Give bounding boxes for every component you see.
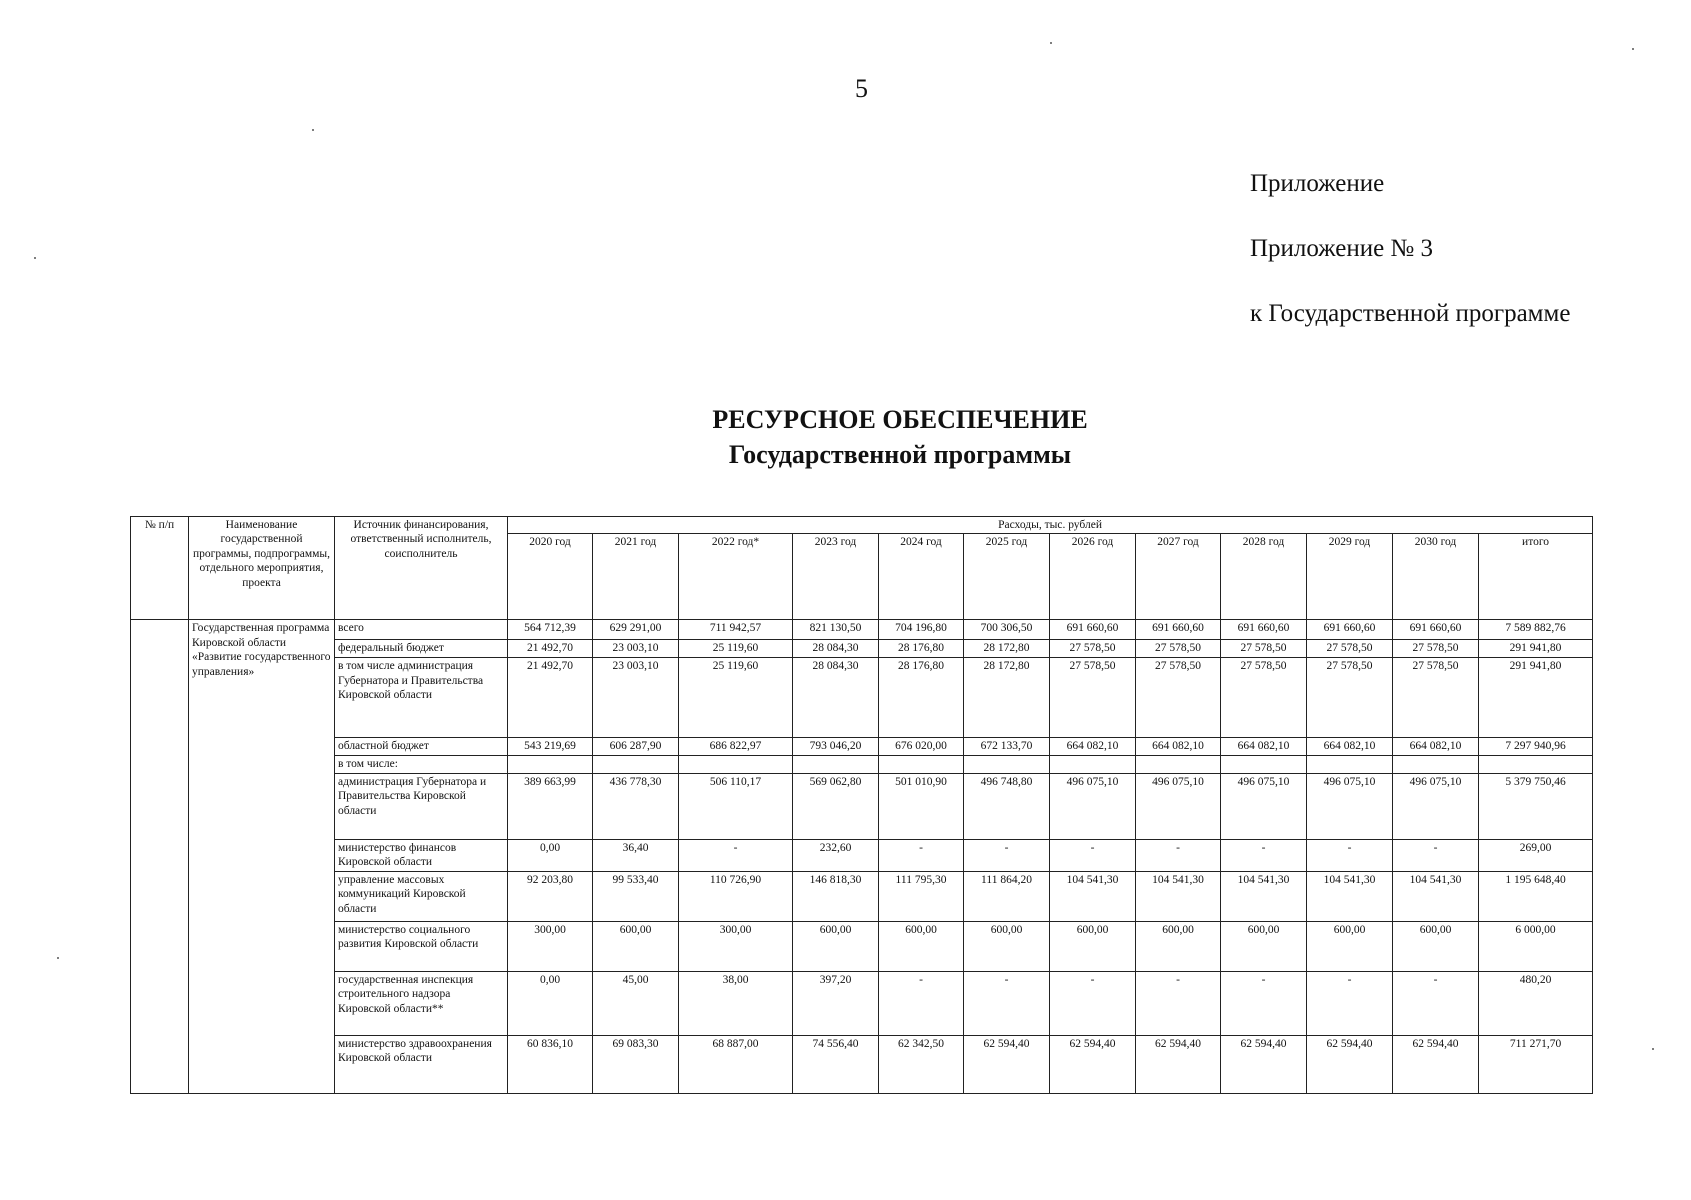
total-cell: 7 589 882,76	[1479, 620, 1593, 640]
header-year: 2022 год*	[679, 534, 793, 620]
value-cell: 569 062,80	[793, 773, 879, 839]
value-cell: 436 778,30	[593, 773, 679, 839]
value-cell: 62 594,40	[964, 1035, 1050, 1093]
value-cell: -	[1050, 839, 1136, 871]
value-cell: 27 578,50	[1307, 640, 1393, 658]
value-cell: 27 578,50	[1136, 658, 1221, 738]
value-cell: 62 342,50	[879, 1035, 964, 1093]
row-number-cell	[131, 620, 189, 1093]
table-row	[131, 1035, 1593, 1093]
value-cell: 397,20	[793, 971, 879, 1035]
value-cell: 600,00	[1050, 921, 1136, 971]
value-cell: 25 119,60	[679, 658, 793, 738]
value-cell: 25 119,60	[679, 640, 793, 658]
table-row	[131, 971, 1593, 1035]
value-cell: 496 075,10	[1221, 773, 1307, 839]
value-cell: 600,00	[1393, 921, 1479, 971]
table-row	[131, 658, 1593, 738]
value-cell: 27 578,50	[1050, 658, 1136, 738]
document-subtitle: Государственной программы	[728, 440, 1072, 469]
value-cell: 28 172,80	[964, 658, 1050, 738]
value-cell: 672 133,70	[964, 738, 1050, 756]
header-name: Наименование государственной программы, подпрограммы, отдельного мероприятия, проекта	[189, 517, 335, 620]
value-cell: 389 663,99	[508, 773, 593, 839]
value-cell: -	[1136, 839, 1221, 871]
value-cell: 496 748,80	[964, 773, 1050, 839]
value-cell: 600,00	[593, 921, 679, 971]
value-cell: 111 864,20	[964, 871, 1050, 921]
total-cell: 6 000,00	[1479, 921, 1593, 971]
header-year: 2028 год	[1221, 534, 1307, 620]
value-cell: 496 075,10	[1050, 773, 1136, 839]
value-cell: -	[1307, 839, 1393, 871]
value-cell: 62 594,40	[1136, 1035, 1221, 1093]
value-cell: 28 172,80	[964, 640, 1050, 658]
value-cell: 45,00	[593, 971, 679, 1035]
value-cell: 501 010,90	[879, 773, 964, 839]
value-cell: 600,00	[1307, 921, 1393, 971]
value-cell: 711 942,57	[679, 620, 793, 640]
value-cell	[793, 756, 879, 773]
table-row	[131, 921, 1593, 971]
value-cell: 600,00	[1221, 921, 1307, 971]
value-cell: 27 578,50	[1050, 640, 1136, 658]
value-cell: 676 020,00	[879, 738, 964, 756]
value-cell: 92 203,80	[508, 871, 593, 921]
total-cell: 7 297 940,96	[1479, 738, 1593, 756]
value-cell: 600,00	[793, 921, 879, 971]
header-year: 2027 год	[1136, 534, 1221, 620]
value-cell	[1393, 756, 1479, 773]
header-year: 2030 год	[1393, 534, 1479, 620]
source-cell: федеральный бюджет	[335, 640, 508, 658]
source-cell: министерство финансов Кировской области	[335, 839, 508, 871]
value-cell	[964, 756, 1050, 773]
header-year: 2020 год	[508, 534, 593, 620]
total-cell: 291 941,80	[1479, 658, 1593, 738]
value-cell	[679, 756, 793, 773]
value-cell: 27 578,50	[1393, 658, 1479, 738]
value-cell: -	[1221, 971, 1307, 1035]
value-cell: 62 594,40	[1393, 1035, 1479, 1093]
value-cell	[1221, 756, 1307, 773]
value-cell: 110 726,90	[679, 871, 793, 921]
value-cell: 23 003,10	[593, 640, 679, 658]
value-cell: 691 660,60	[1393, 620, 1479, 640]
value-cell: 686 822,97	[679, 738, 793, 756]
table-row	[131, 738, 1593, 756]
total-cell: 5 379 750,46	[1479, 773, 1593, 839]
header-year: 2024 год	[879, 534, 964, 620]
source-cell: министерство здравоохранения Кировской области	[335, 1035, 508, 1093]
value-cell: 664 082,10	[1307, 738, 1393, 756]
value-cell: 704 196,80	[879, 620, 964, 640]
program-name-cell: Государственная программа Кировской области «Развитие государственного управления»	[189, 620, 335, 1093]
value-cell: 21 492,70	[508, 658, 593, 738]
appendix-line-1: Приложение	[1250, 170, 1385, 197]
total-cell: 1 195 648,40	[1479, 871, 1593, 921]
value-cell: 27 578,50	[1136, 640, 1221, 658]
value-cell: 27 578,50	[1221, 658, 1307, 738]
value-cell: 232,60	[793, 839, 879, 871]
value-cell	[593, 756, 679, 773]
header-num: № п/п	[131, 517, 189, 620]
source-cell: администрация Губернатора и Правительства Кировской области	[335, 773, 508, 839]
value-cell: 664 082,10	[1050, 738, 1136, 756]
value-cell: 629 291,00	[593, 620, 679, 640]
value-cell: 691 660,60	[1307, 620, 1393, 640]
total-cell: 291 941,80	[1479, 640, 1593, 658]
value-cell: -	[1136, 971, 1221, 1035]
value-cell: 23 003,10	[593, 658, 679, 738]
value-cell: 28 084,30	[793, 658, 879, 738]
value-cell: 600,00	[964, 921, 1050, 971]
page-number: 5	[855, 74, 868, 103]
value-cell: 664 082,10	[1221, 738, 1307, 756]
value-cell	[1050, 756, 1136, 773]
value-cell: 38,00	[679, 971, 793, 1035]
value-cell: -	[879, 971, 964, 1035]
value-cell: 664 082,10	[1136, 738, 1221, 756]
value-cell: -	[879, 839, 964, 871]
source-cell: министерство социального развития Кировской области	[335, 921, 508, 971]
value-cell: 691 660,60	[1136, 620, 1221, 640]
table-row	[131, 839, 1593, 871]
value-cell: -	[1050, 971, 1136, 1035]
value-cell	[879, 756, 964, 773]
value-cell: 28 176,80	[879, 640, 964, 658]
value-cell: 606 287,90	[593, 738, 679, 756]
value-cell: 496 075,10	[1136, 773, 1221, 839]
value-cell: 27 578,50	[1393, 640, 1479, 658]
header-expenses: Расходы, тыс. рублей	[508, 517, 1593, 534]
total-cell: 711 271,70	[1479, 1035, 1593, 1093]
total-cell	[1479, 756, 1593, 773]
value-cell: -	[1307, 971, 1393, 1035]
value-cell: 691 660,60	[1221, 620, 1307, 640]
header-year: 2021 год	[593, 534, 679, 620]
value-cell: 300,00	[508, 921, 593, 971]
value-cell	[1307, 756, 1393, 773]
header-total: итого	[1479, 534, 1593, 620]
value-cell: 564 712,39	[508, 620, 593, 640]
value-cell: 0,00	[508, 839, 593, 871]
source-cell: в том числе:	[335, 756, 508, 773]
table-row	[131, 756, 1593, 773]
value-cell: 74 556,40	[793, 1035, 879, 1093]
value-cell	[508, 756, 593, 773]
value-cell: -	[1393, 971, 1479, 1035]
value-cell: 104 541,30	[1307, 871, 1393, 921]
table-row	[131, 620, 1593, 640]
value-cell: 69 083,30	[593, 1035, 679, 1093]
value-cell: -	[1221, 839, 1307, 871]
total-cell: 480,20	[1479, 971, 1593, 1035]
value-cell: 104 541,30	[1050, 871, 1136, 921]
value-cell: 506 110,17	[679, 773, 793, 839]
value-cell: 700 306,50	[964, 620, 1050, 640]
value-cell: 68 887,00	[679, 1035, 793, 1093]
value-cell: 146 818,30	[793, 871, 879, 921]
header-source: Источник финансирования, ответственный исполнитель, соисполнитель	[335, 517, 508, 620]
value-cell: 62 594,40	[1050, 1035, 1136, 1093]
header-row-top	[131, 517, 1593, 534]
total-cell: 269,00	[1479, 839, 1593, 871]
table-row	[131, 871, 1593, 921]
header-year: 2025 год	[964, 534, 1050, 620]
value-cell: 28 176,80	[879, 658, 964, 738]
appendix-line-3: к Государственной программе	[1250, 300, 1571, 327]
table-body	[131, 620, 1593, 1093]
value-cell: 60 836,10	[508, 1035, 593, 1093]
value-cell: 104 541,30	[1393, 871, 1479, 921]
value-cell: -	[964, 839, 1050, 871]
value-cell: 600,00	[1136, 921, 1221, 971]
header-year: 2029 год	[1307, 534, 1393, 620]
value-cell: -	[679, 839, 793, 871]
value-cell: 62 594,40	[1307, 1035, 1393, 1093]
value-cell: 21 492,70	[508, 640, 593, 658]
value-cell: 99 533,40	[593, 871, 679, 921]
header-year: 2023 год	[793, 534, 879, 620]
value-cell: 496 075,10	[1393, 773, 1479, 839]
value-cell: 543 219,69	[508, 738, 593, 756]
value-cell	[1136, 756, 1221, 773]
source-cell: государственная инспекция строительного надзора Кировской области**	[335, 971, 508, 1035]
value-cell: 0,00	[508, 971, 593, 1035]
value-cell: 27 578,50	[1307, 658, 1393, 738]
value-cell: 27 578,50	[1221, 640, 1307, 658]
value-cell: 793 046,20	[793, 738, 879, 756]
value-cell: 821 130,50	[793, 620, 879, 640]
source-cell: областной бюджет	[335, 738, 508, 756]
value-cell: 600,00	[879, 921, 964, 971]
source-cell: в том числе администрация Губернатора и Правительства Кировской области	[335, 658, 508, 738]
source-cell: управление массовых коммуникаций Кировской области	[335, 871, 508, 921]
value-cell: 300,00	[679, 921, 793, 971]
source-cell: всего	[335, 620, 508, 640]
value-cell: 691 660,60	[1050, 620, 1136, 640]
value-cell: 62 594,40	[1221, 1035, 1307, 1093]
value-cell: 111 795,30	[879, 871, 964, 921]
value-cell: 36,40	[593, 839, 679, 871]
appendix-line-2: Приложение № 3	[1250, 235, 1434, 262]
value-cell: 496 075,10	[1307, 773, 1393, 839]
table-row	[131, 773, 1593, 839]
value-cell: -	[1393, 839, 1479, 871]
document-title: РЕСУРСНОЕ ОБЕСПЕЧЕНИЕ	[712, 405, 1088, 434]
value-cell: 28 084,30	[793, 640, 879, 658]
value-cell: 104 541,30	[1221, 871, 1307, 921]
header-year: 2026 год	[1050, 534, 1136, 620]
value-cell: 104 541,30	[1136, 871, 1221, 921]
value-cell: -	[964, 971, 1050, 1035]
resource-table	[130, 516, 1593, 1094]
value-cell: 664 082,10	[1393, 738, 1479, 756]
table-row	[131, 640, 1593, 658]
